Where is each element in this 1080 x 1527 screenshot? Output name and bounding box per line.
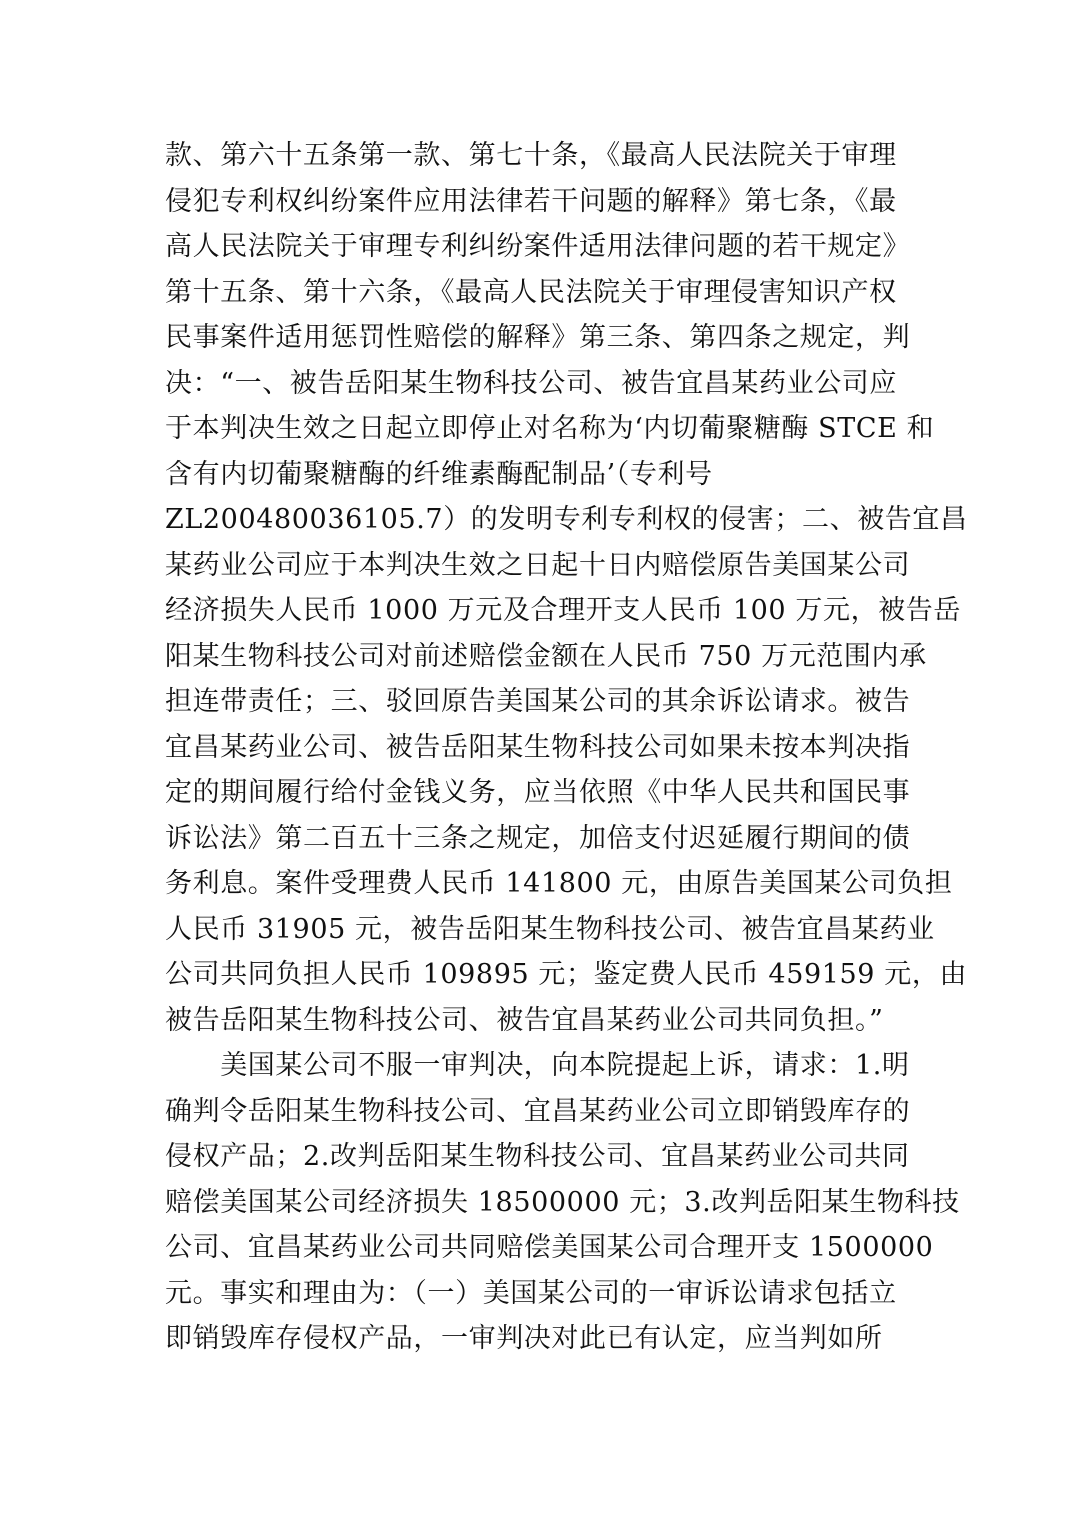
text-line: 某药业公司应于本判决生效之日起十日内赔偿原告美国某公司 xyxy=(165,549,911,581)
text-line: 务利息。案件受理费人民币 141800 元，由原告美国某公司负担 xyxy=(165,868,953,899)
text-line: ZL200480036105.7）的发明专利专利权的侵害；二、被告宜昌 xyxy=(165,504,968,535)
document-body xyxy=(165,133,968,1362)
text-line: 含有内切葡聚糖酶的纤维素酶配制品’（专利号 xyxy=(165,458,713,490)
text-line: 美国某公司不服一审判决，向本院提起上诉，请求：1.明 xyxy=(165,1050,910,1081)
text-line: 经济损失人民币 1000 万元及合理开支人民币 100 万元，被告岳 xyxy=(165,595,961,626)
text-line: 定的期间履行给付金钱义务，应当依照《中华人民共和国民事 xyxy=(165,777,911,808)
text-line: 阳某生物科技公司对前述赔偿金额在人民币 750 万元范围内承 xyxy=(165,640,927,672)
text-line: 款、第六十五条第一款、第七十条，《最高人民法院关于审理 xyxy=(165,140,897,171)
text-line: 高人民法院关于审理专利纠纷案件适用法律问题的若干规定》 xyxy=(165,231,911,262)
text-line: 第十五条、第十六条，《最高人民法院关于审理侵害知识产权 xyxy=(165,276,897,308)
text-line: 人民币 31905 元，被告岳阳某生物科技公司、被告宜昌某药业 xyxy=(165,913,935,945)
text-line: 公司共同负担人民币 109895 元；鉴定费人民币 459159 元，由 xyxy=(165,959,968,990)
text-line: 确判令岳阳某生物科技公司、宜昌某药业公司立即销毁库存的 xyxy=(165,1095,911,1127)
text-line: 民事案件适用惩罚性赔偿的解释》第三条、第四条之规定，判 xyxy=(165,322,911,353)
text-line: 决：“一、被告岳阳某生物科技公司、被告宜昌某药业公司应 xyxy=(165,367,898,399)
text-line: 公司、宜昌某药业公司共同赔偿美国某公司合理开支 1500000 xyxy=(165,1232,934,1263)
text-line: 元。事实和理由为：（一）美国某公司的一审诉讼请求包括立 xyxy=(165,1277,897,1309)
text-line: 宜昌某药业公司、被告岳阳某生物科技公司如果未按本判决指 xyxy=(165,731,911,763)
text-line: 于本判决生效之日起立即停止对名称为‘内切葡聚糖酶 STCE 和 xyxy=(165,413,935,444)
text-line: 被告岳阳某生物科技公司、被告宜昌某药业公司共同负担。” xyxy=(165,1004,884,1036)
text-line: 诉讼法》第二百五十三条之规定，加倍支付迟延履行期间的债 xyxy=(165,822,911,854)
text-line: 担连带责任；三、驳回原告美国某公司的其余诉讼请求。被告 xyxy=(165,686,911,717)
text-line: 即销毁库存侵权产品，一审判决对此已有认定，应当判如所 xyxy=(165,1323,883,1354)
text-line: 侵权产品；2.改判岳阳某生物科技公司、宜昌某药业公司共同 xyxy=(165,1141,910,1172)
text-line: 侵犯专利权纠纷案件应用法律若干问题的解释》第七条，《最 xyxy=(165,185,897,217)
text-line: 赔偿美国某公司经济损失 18500000 元；3.改判岳阳某生物科技 xyxy=(165,1186,960,1218)
